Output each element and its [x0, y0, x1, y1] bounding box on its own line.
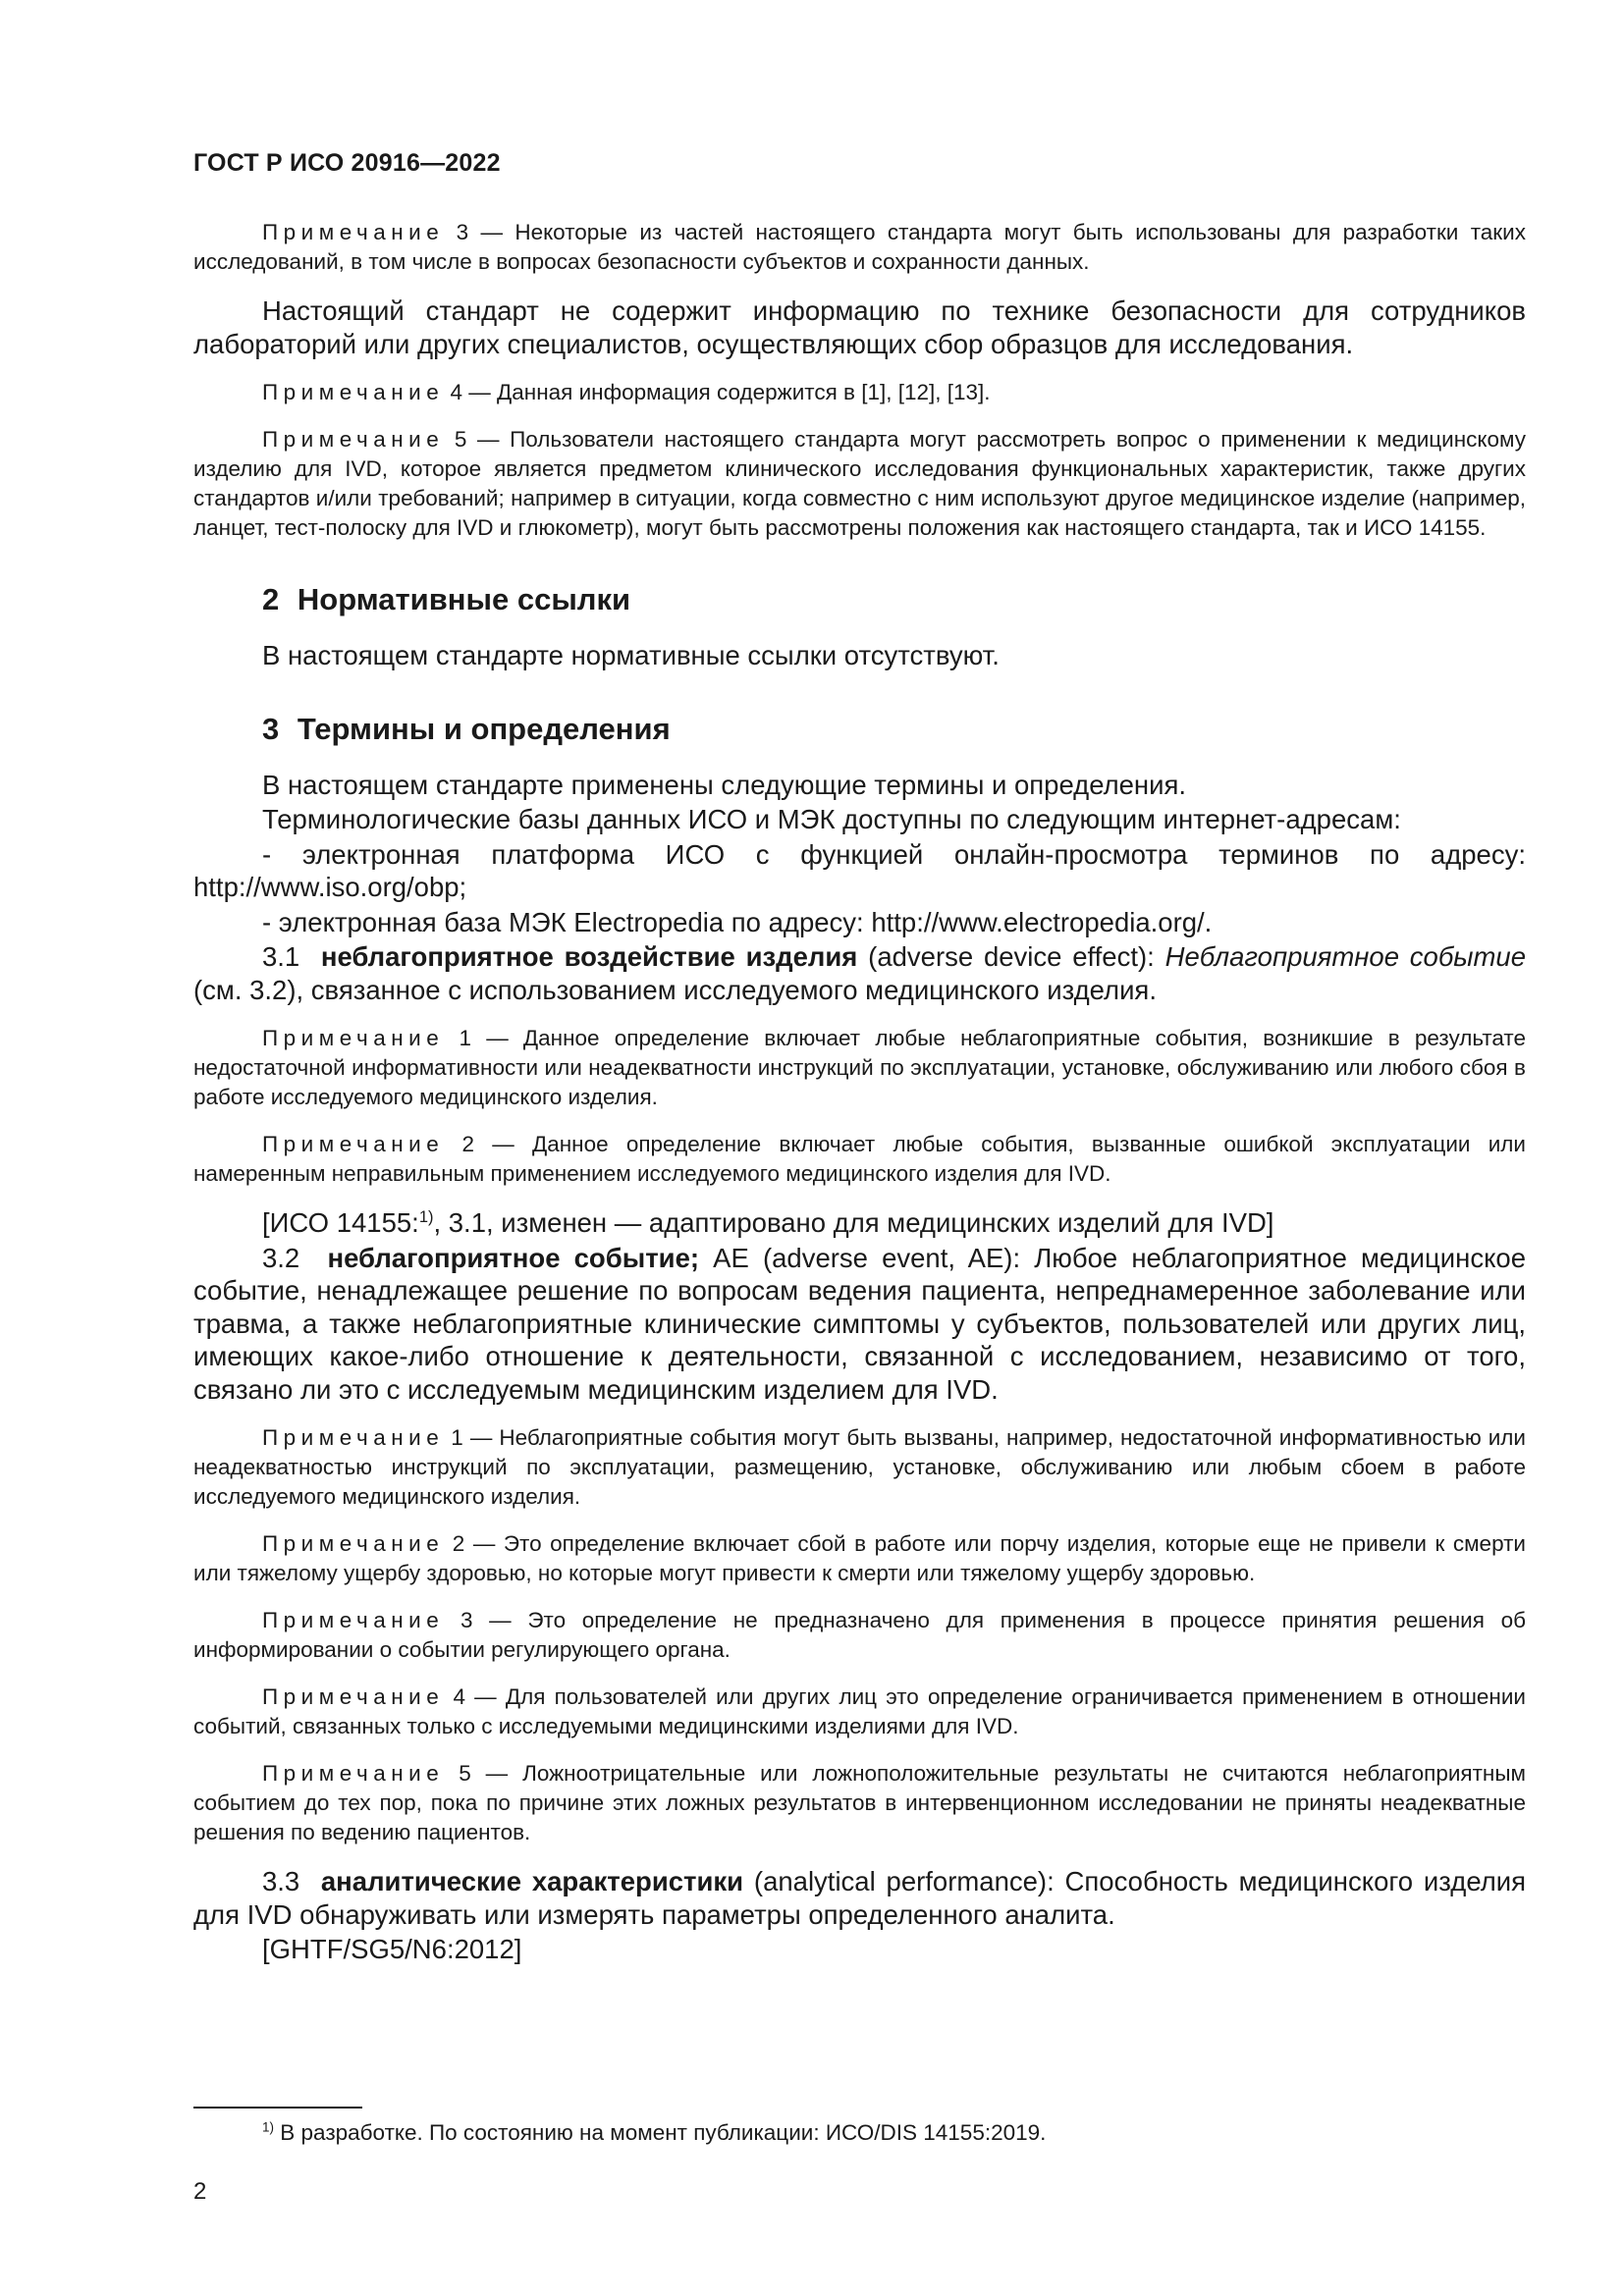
footnote-divider — [193, 2107, 362, 2109]
note-label: Примечание — [262, 220, 445, 244]
note-label: Примечание — [262, 1026, 445, 1050]
term-name: неблагоприятное событие; — [327, 1242, 700, 1273]
note-3-2-4: Примечание 4 — Для пользователей или других лиц это определение ограничивается применением в отношении событий, связанных только с исследуемыми медицинскими изделиями для IVD. — [193, 1684, 1526, 1738]
term-name: аналитические характеристики — [320, 1866, 744, 1896]
note-intro-3: Примечание 3 — Некоторые из частей настоящего стандарта могут быть использованы для разработки таких исследований, в том числе в вопросах безопасности субъектов и сохранности данных. — [193, 220, 1526, 274]
section-3-line: Терминологические базы данных ИСО и МЭК доступны по следующим интернет-адресам: — [262, 804, 1401, 834]
note-label: Примечание — [262, 427, 445, 452]
term-3-1-source: [ИСО 14155:$^{1)}$, 3.1, изменен — адаптировано для медицинских изделий для IVD] — [262, 1207, 1274, 1238]
note-label: Примечание — [262, 1608, 445, 1632]
term-3-1: 3.1 неблагоприятное воздействие изделия (adverse device effect): Неблагоприятное событие (см. 3.2), связанное с использованием исследуемого медицинского изделия. — [193, 941, 1527, 1005]
term-3-3: 3.3 аналитические характеристики (analytical performance): Способность медицинского изделия для IVD обнаруживать или измерять параметры определенного аналита. — [193, 1866, 1526, 1930]
page-content — [193, 218, 1526, 1968]
note-intro-4: Примечание 4 — Данная информация содержится в [1], [12], [13]. — [262, 380, 991, 404]
note-label: Примечание — [262, 1132, 445, 1156]
footnote: $^{1)}$ В разработке. По состоянию на момент публикации: ИСО/DIS 14155:2019. — [262, 2119, 1047, 2145]
note-3-2-1: Примечание 1 — Неблагоприятные события могут быть вызваны, например, недостаточной информативностью или неадекватностью инструкций по эксплуатации, размещению, установке, обслуживанию или любым сбоем в работе исследуемого медицинского изделия. — [193, 1425, 1526, 1509]
note-3-2-5: Примечание 5 — Ложноотрицательные или ложноположительные результаты не считаются неблагоприятным событием до тех пор, пока по причине этих ложных результатов в интервенционном исследовании не приняты неадекватные решения по ведению пациентов. — [193, 1761, 1526, 1844]
note-label: Примечание — [262, 1531, 445, 1556]
section-3-line: - электронная платформа ИСО с функцией онлайн-просмотра терминов по адресу: http://www.iso.org/obp; — [193, 838, 1526, 902]
intro-paragraph: Настоящий стандарт не содержит информацию по технике безопасности для сотрудников лабораторий или других специалистов, осуществляющих сбор образцов для исследования. — [193, 295, 1526, 359]
note-3-1-1: Примечание 1 — Данное определение включает любые неблагоприятные события, возникшие в результате недостаточной информативности или неадекватности инструкций по эксплуатации, установке, обслуживанию или любого сбоя в работе исследуемого медицинского изделия. — [193, 1026, 1526, 1109]
footnote-ref[interactable]: 1) — [418, 1207, 434, 1226]
section-2-text: В настоящем стандарте нормативные ссылки отсутствуют. — [262, 640, 1000, 670]
term-3-2: 3.2 неблагоприятное событие; AE (adverse event, AE): Любое неблагоприятное медицинское событие, ненадлежащее решение по вопросам ведения пациента, непреднамеренное заболевание или травма, а также неблагоприятные клинические симптомы у субъектов, пользователей или других лиц, имеющих какое-либо отношение к деятельности, связанной с исследованием, независимо от того, связано ли это с исследуемым медицинским изделием для IVD. — [193, 1242, 1526, 1405]
note-3-2-2: Примечание 2 — Это определение включает сбой в работе или порчу изделия, которые еще не привели к смерти или тяжелому ущербу здоровью, но которые могут привести к смерти или тяжелому ущербу здоровью. — [193, 1531, 1526, 1585]
term-3-3-source: [GHTF/SG5/N6:2012] — [262, 1934, 522, 1964]
note-3-1-2: Примечание 2 — Данное определение включает любые события, вызванные ошибкой эксплуатации или намеренным неправильным применением исследуемого медицинского изделия для IVD. — [193, 1132, 1526, 1186]
section-3-line: - электронная база МЭК Electropedia по адресу: http://www.electropedia.org/. — [262, 906, 1213, 937]
section-3-line: В настоящем стандарте применены следующие термины и определения. — [262, 769, 1187, 800]
document-header: ГОСТ Р ИСО 20916—2022 — [193, 149, 501, 177]
note-intro-5: Примечание 5 — Пользователи настоящего стандарта могут рассмотреть вопрос о применении к медицинскому изделию для IVD, которое является предметом клинического исследования функциональных характеристик, также других стандартов и/или требований; например в ситуации, когда совместно с ним используют другое медицинское изделие (например, ланцет, тест-полоску для IVD и глюкометр), могут быть рассмотрены положения как настоящего стандарта, так и ИСО 14155. — [193, 427, 1526, 540]
section-heading-3: 3 Термины и определения — [262, 711, 671, 746]
footnote-mark: 1) — [262, 2119, 275, 2135]
term-name: неблагоприятное воздействие изделия — [320, 941, 858, 972]
note-3-2-3: Примечание 3 — Это определение не предназначено для применения в процессе принятия решения об информировании о событии регулирующего органа. — [193, 1608, 1526, 1662]
note-label: Примечание — [262, 1684, 445, 1709]
page-number: 2 — [193, 2178, 207, 2205]
note-label: Примечание — [262, 380, 445, 404]
note-label: Примечание — [262, 1761, 445, 1786]
section-heading-2: 2 Нормативные ссылки — [262, 582, 631, 616]
note-label: Примечание — [262, 1425, 445, 1450]
